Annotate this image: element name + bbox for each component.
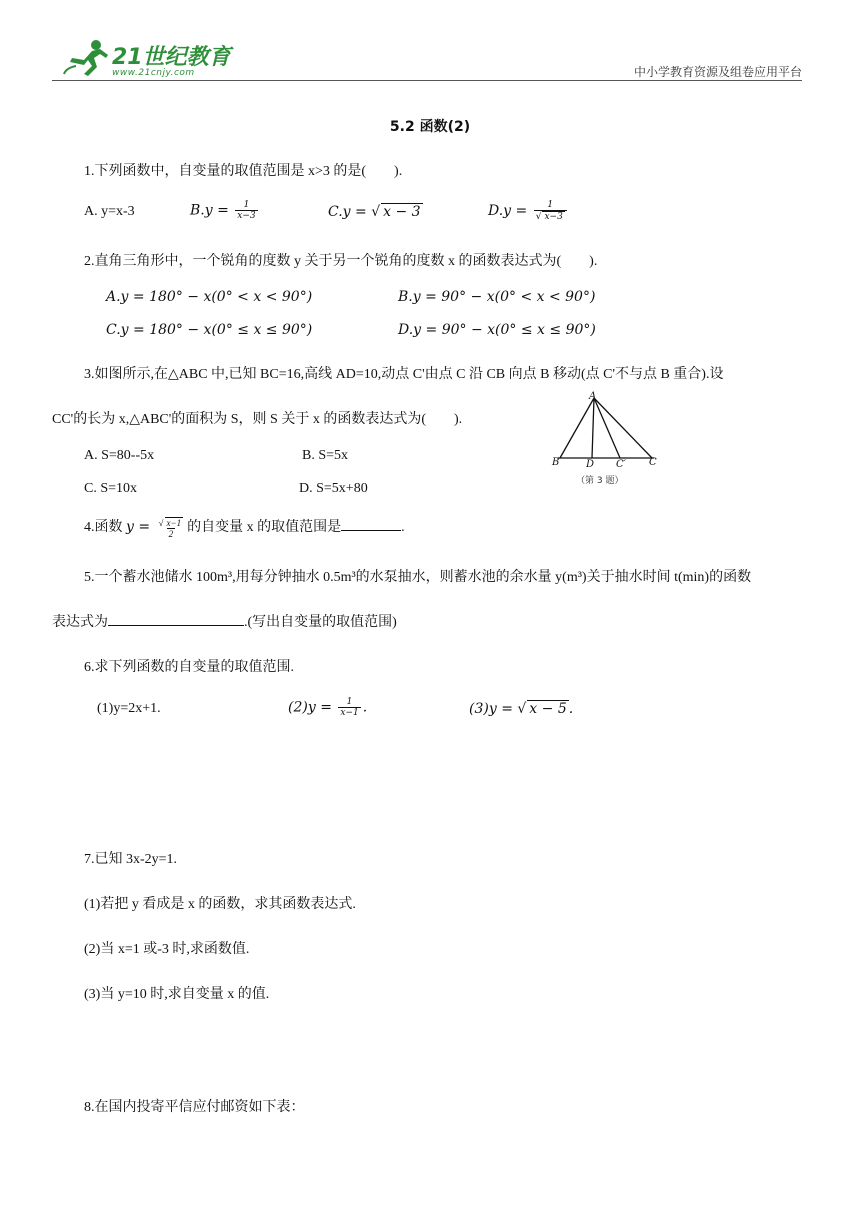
question-3-line2: CC'的长为 x,△ABC'的面积为 S，则 S 关于 x 的函数表达式为( ). bbox=[52, 412, 463, 427]
q4-radicand: x−1 bbox=[166, 517, 182, 528]
vertex-b-label: B bbox=[552, 457, 560, 468]
q2-option-b: B.y = 90° − x(0° < x < 90°) bbox=[398, 289, 596, 305]
q1-option-a: A. y=x-3 bbox=[84, 204, 135, 219]
triangle-figure bbox=[548, 390, 668, 490]
sqrt-icon: √ bbox=[535, 212, 542, 222]
q2-option-a: A.y = 180° − x(0° < x < 90°) bbox=[106, 289, 313, 305]
q1-option-b bbox=[190, 200, 260, 221]
q1-b-denominator: x−3 bbox=[237, 211, 256, 221]
q5-answer-blank[interactable] bbox=[108, 625, 244, 626]
q6-p3-suffix: . bbox=[568, 701, 574, 717]
logo-url: www.21cnjy.com bbox=[112, 68, 195, 78]
runner-logo-icon bbox=[62, 38, 112, 78]
q5-line2-prefix: 表达式为 bbox=[52, 615, 108, 630]
q6-part-3 bbox=[469, 700, 573, 717]
q3-option-d: D. S=5x+80 bbox=[299, 481, 368, 496]
q1-d-fraction bbox=[534, 200, 567, 222]
q1-b-fraction bbox=[235, 200, 257, 221]
question-7-stem: 7.已知 3x-2y=1. bbox=[84, 852, 178, 867]
q3-option-a: A. S=80--5x bbox=[84, 448, 155, 463]
question-8-stem: 8.在国内投寄平信应付邮资如下表： bbox=[84, 1100, 305, 1115]
q1-d-denominator bbox=[534, 210, 567, 222]
platform-name: 中小学教育资源及组卷应用平台 bbox=[633, 65, 802, 79]
q1-b-numerator: 1 bbox=[243, 200, 250, 210]
q7-part-2: (2)当 x=1 或-3 时,求函数值. bbox=[84, 942, 250, 957]
q1-option-d bbox=[488, 200, 569, 222]
q4-end: . bbox=[401, 520, 405, 535]
vertex-a-label: A bbox=[589, 391, 597, 402]
q6-p2-prefix: (2)y = bbox=[288, 699, 337, 716]
vertex-c-prime-label: C′ bbox=[616, 459, 626, 470]
question-2-stem: 2.直角三角形中，一个锐角的度数 y 关于另一个锐角的度数 x 的函数表达式为( ). bbox=[84, 254, 598, 269]
question-3-line1: 3.如图所示,在△ABC 中,已知 BC=16,高线 AD=10,动点 C'由点 C 沿 CB 向点 B 移动(点 C'不与点 B 重合).设 bbox=[84, 367, 724, 382]
q4-y-eq: y = bbox=[126, 519, 155, 535]
sqrt-icon: √ bbox=[517, 701, 527, 717]
vertex-d-label: D bbox=[586, 459, 595, 470]
q6-p3-prefix: (3)y = bbox=[469, 701, 518, 717]
q1-d-numerator: 1 bbox=[547, 200, 554, 210]
page-title: 5.2 函数(2) bbox=[389, 119, 471, 135]
question-5-line1: 5.一个蓄水池储水 100m³,用每分钟抽水 0.5m³的水泵抽水，则蓄水池的余水量 y(m³)关于抽水时间 t(min)的函数 bbox=[84, 570, 752, 585]
q6-p3-radicand: x − 5 bbox=[529, 701, 567, 717]
q4-fraction bbox=[157, 517, 186, 539]
question-1-stem: 1.下列函数中，自变量的取值范围是 x>3 的是( ). bbox=[84, 164, 403, 179]
q3-option-c: C. S=10x bbox=[84, 481, 138, 496]
q5-line2-suffix: .(写出自变量的取值范围) bbox=[244, 615, 397, 630]
q6-p2-denominator: x−1 bbox=[340, 708, 359, 718]
header-rule bbox=[52, 80, 802, 81]
question-6-stem: 6.求下列函数的自变量的取值范围. bbox=[84, 660, 294, 675]
q6-part-1: (1)y=2x+1. bbox=[97, 701, 161, 716]
q6-p2-fraction bbox=[338, 697, 360, 718]
q1-c-prefix: C.y = bbox=[328, 204, 372, 220]
q1-b-prefix: B.y = bbox=[190, 202, 234, 219]
q1-d-radicand: x−3 bbox=[544, 212, 563, 222]
q6-p2-numerator: 1 bbox=[346, 697, 353, 707]
q1-c-radicand: x − 3 bbox=[383, 204, 421, 220]
q2-option-d: D.y = 90° − x(0° ≤ x ≤ 90°) bbox=[398, 322, 596, 338]
q6-p2-suffix: . bbox=[362, 699, 368, 716]
q1-d-prefix: D.y = bbox=[488, 203, 532, 219]
q3-option-b: B. S=5x bbox=[302, 448, 349, 463]
q6-part-2 bbox=[288, 697, 367, 718]
sqrt-icon: √ bbox=[158, 517, 164, 528]
sqrt-icon: √ bbox=[371, 204, 381, 220]
q4-suffix: 的自变量 x 的取值范围是 bbox=[187, 520, 342, 535]
question-5-line2 bbox=[52, 611, 397, 631]
q4-answer-blank[interactable] bbox=[341, 530, 401, 531]
q4-denominator: 2 bbox=[168, 528, 174, 539]
figure-caption: （第 3 题） bbox=[576, 476, 624, 486]
q2-option-c: C.y = 180° − x(0° ≤ x ≤ 90°) bbox=[106, 322, 313, 338]
logo-text: 21世纪教育 bbox=[112, 45, 231, 70]
q7-part-3: (3)当 y=10 时,求自变量 x 的值. bbox=[84, 987, 270, 1002]
question-4 bbox=[84, 516, 405, 539]
q7-part-1: (1)若把 y 看成是 x 的函数，求其函数表达式. bbox=[84, 897, 356, 912]
q4-numerator bbox=[157, 517, 186, 528]
vertex-c-label: C bbox=[649, 457, 657, 468]
q4-prefix: 4.函数 bbox=[84, 520, 126, 535]
q1-option-c bbox=[328, 203, 423, 220]
